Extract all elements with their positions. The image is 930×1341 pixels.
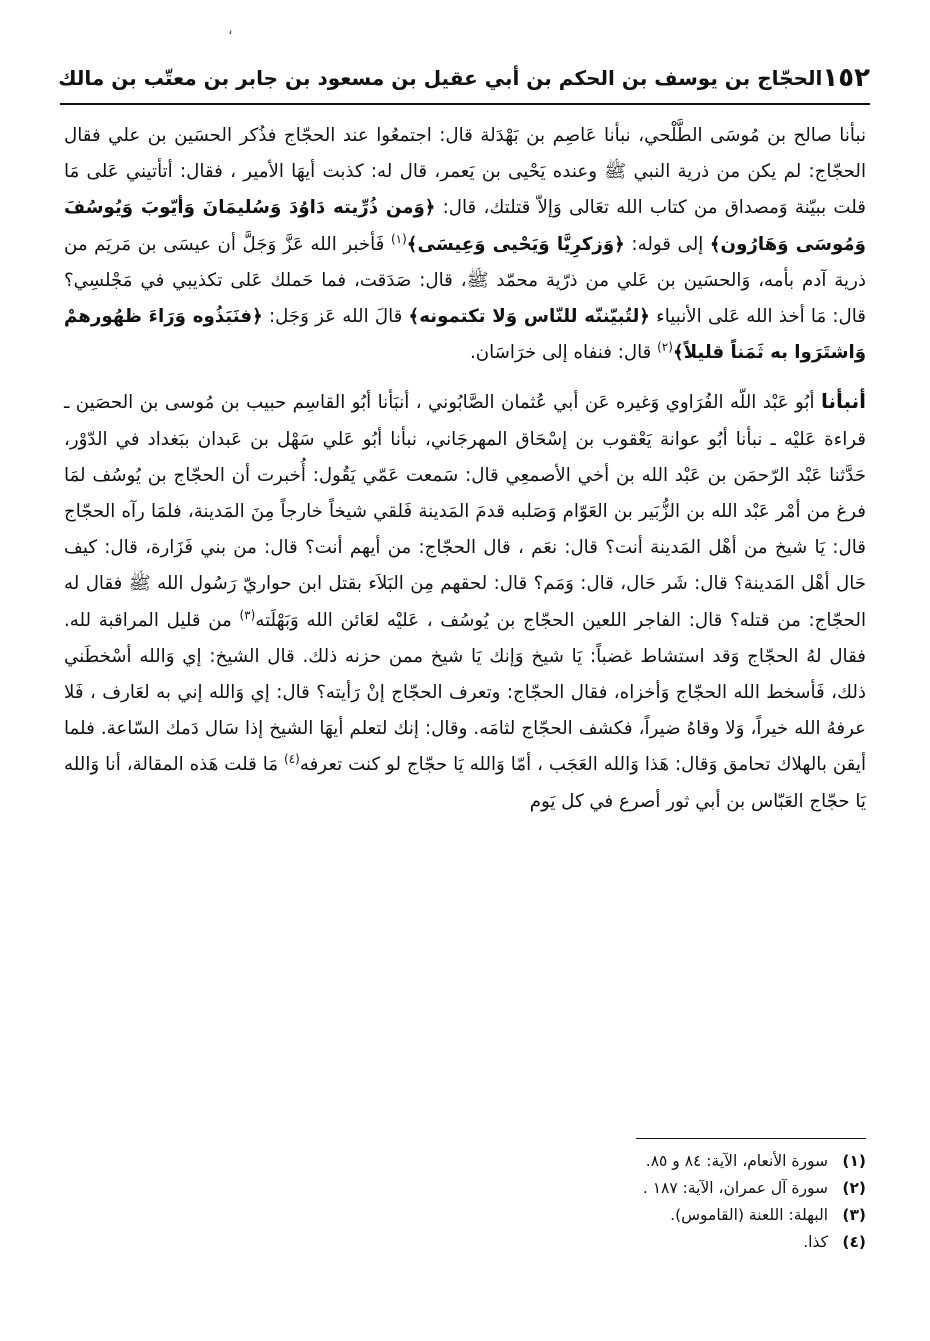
text-run: مَا قلت هَذه المقالة، أنا وَالله يَا حجّاج العَبّاس بن أبي ثور أصرع في كل يَوم — [64, 754, 866, 812]
quran-quote: ﴿فنَبَذُوه وَرَاءَ ظهُورهمْ وَاشتَرَوا به ثَمَناً قليلاً﴾ — [64, 306, 866, 364]
footnote — [64, 1175, 866, 1202]
footnote-number: (٢) — [842, 1179, 866, 1197]
text-run: أبُو عَبْد اللّه الفُرَاوي وَغيره عَن أبي عُثمان الصَّابُوني ، أنبَأنا أبُو القاسِم حبيب بن مُوسى بن الحصَين ـ قراءة عَليْه ـ نبأنا أبُو عوانة يَعْقوب بن إسْحَاق المهرجَاني، نبأنا أبُو عَلي سَهْل بن عَبدان ببَغداد في الدّوْر، حَدَّثنا عَبْد الرّحمَن بن عَبْد الله بن أخي الأصمعِي قال: سَمعت عَمّي يَقُول: أُخبرت أن الحجّاج بن يُوسُف لمَا فرغ من أمْر عَبْد الله بن الزُّبَير بن العَوّام وَصَلبه قدمَ المَدينة فَلقي شيخاً خارجاً مِنَ المَدينة، فلمَا رآه الحجّاج قال: يَا شيخ من أهْل المَدينة أنت؟ قال: نعَم ، قال الحجّاج: من أيهم أنت؟ قال: من بني فَزَارة، قال: كيف حَال أهْل المَدينة؟ قال: شَر حَال، قال: وَمَم؟ قال: لحقهم مِن البَلاَء بقتل ابن حواريّ رَسُول الله ﷺ فقال له الحجّاج: من قتله؟ قال: الفاجر اللعين الحجّاج بن يُوسُف ، عَليْه لعَائن الله وَبَهْلَته — [64, 392, 867, 631]
text-run: إلى قوله: — [624, 233, 710, 255]
footnote-ref: (٢) — [657, 340, 673, 355]
text-run: نبأنا صالح بن مُوسَى الطَّلْحي، نبأنا عَاصِم بن بَهْدَلة قال: اجتمعُوا عند الحجّاج فذُكر الحسَين بن علي فقال الحجّاج: لم يكن من ذرية النبي ﷺ وعنده يَحْيى بن يَعمر، قال له: كذبت أيهَا الأمير ، فقال: أتأتيني عَلى مَا قلت ببيّنة وَمصداق من كتاب الله تعَالى وَإلاّ قتلتك، قال: — [64, 125, 866, 219]
running-title: الحجّاج بن يوسف بن الحكم بن أبي عقيل بن مسعود بن جابر بن معتّب بن مالك — [58, 66, 823, 90]
text-run: قال: فنفاه إلى خرَاسَان. — [469, 342, 658, 364]
text-run: قالَ الله عَز وَجَل: — [262, 306, 409, 328]
footnote-text: سورة آل عمران، الآية: ١٨٧ . — [642, 1179, 828, 1197]
footnote-text: كذا. — [803, 1233, 828, 1251]
footnote-number: (٣) — [842, 1206, 866, 1224]
footnote-rule — [636, 1138, 866, 1139]
footnotes — [64, 1148, 866, 1256]
footnote-number: (١) — [842, 1152, 866, 1170]
header-rule — [60, 103, 870, 105]
footnote — [64, 1229, 866, 1256]
paragraph-2 — [64, 383, 866, 819]
footnote-text: البهلة: اللعنة (القاموس). — [670, 1206, 828, 1224]
footnote-ref: (٤) — [284, 752, 300, 767]
quran-quote: ﴿وَمن ذُرِّيته دَاوُدَ وَسُليمَانَ وَأيّوبَ وَيُوسُفَ وَمُوسَى وَهَارُون﴾ — [64, 197, 866, 255]
isnad-lead: أنبأنا — [820, 389, 866, 414]
page-number: ١٥٢ — [822, 63, 870, 93]
footnote-ref: (١) — [390, 231, 407, 246]
quran-quote: ﴿وَزكرِيَّا وَيَحْيى وَعِيسَى﴾ — [406, 233, 625, 255]
footnote-number: (٤) — [842, 1233, 866, 1251]
footnote-text: سورة الأنعام، الآية: ٨٤ و ٨٥. — [645, 1152, 828, 1170]
text-run: فَأخبر الله عَزَّ وَجَلَّ أن عيسَى بن مَريَم من ذرية آدم بأمه، وَالحسَين بن عَلي من ذرّية محمّد ﷺ، قال: صَدَقت، فما حَملك عَلى تكذيبي في مَجْلسِي؟ قال: مَا أخذ الله عَلى الأنبياء — [64, 233, 866, 328]
body-text — [64, 118, 866, 820]
footnote — [64, 1148, 866, 1175]
text-run: من قليل المراقبة لله. فقال لهُ الحجّاج وَقد استشاط غضباً: يَا شيخ وَإنك يَا شيخ ممن حزنه ذلك. قال الشيخ: إي وَالله أسْخطَني ذلك، فَأسخط الله الحجّاج وَأخزاه، فقال الحجّاج: وتعرف الحجّاج إنْ رَأيته؟ قال: إي وَالله إني به لعَارف ، فَلا عرفهُ الله خيراً، وَلا وقاهُ ضيراً، فكشف الحجّاج لثامَه. وقال: إنك لتعلم أيهَا الشيخ إذا سَال دَمك السّاعة. فلما أيقن بالهلاك تحامق وَقال: هَذا وَالله العَجَب ، أمّا وَالله يَا حجّاج لو كنت تعرفه — [64, 609, 866, 776]
margin-mark: ، — [228, 22, 233, 38]
footnote-ref: (٣) — [239, 607, 256, 622]
quran-quote: ﴿لتُبيّننّه للنّاس وَلا تكتمونه﴾ — [408, 306, 650, 328]
footnote — [64, 1202, 866, 1229]
paragraph-1 — [64, 118, 866, 371]
page-header — [60, 58, 870, 98]
